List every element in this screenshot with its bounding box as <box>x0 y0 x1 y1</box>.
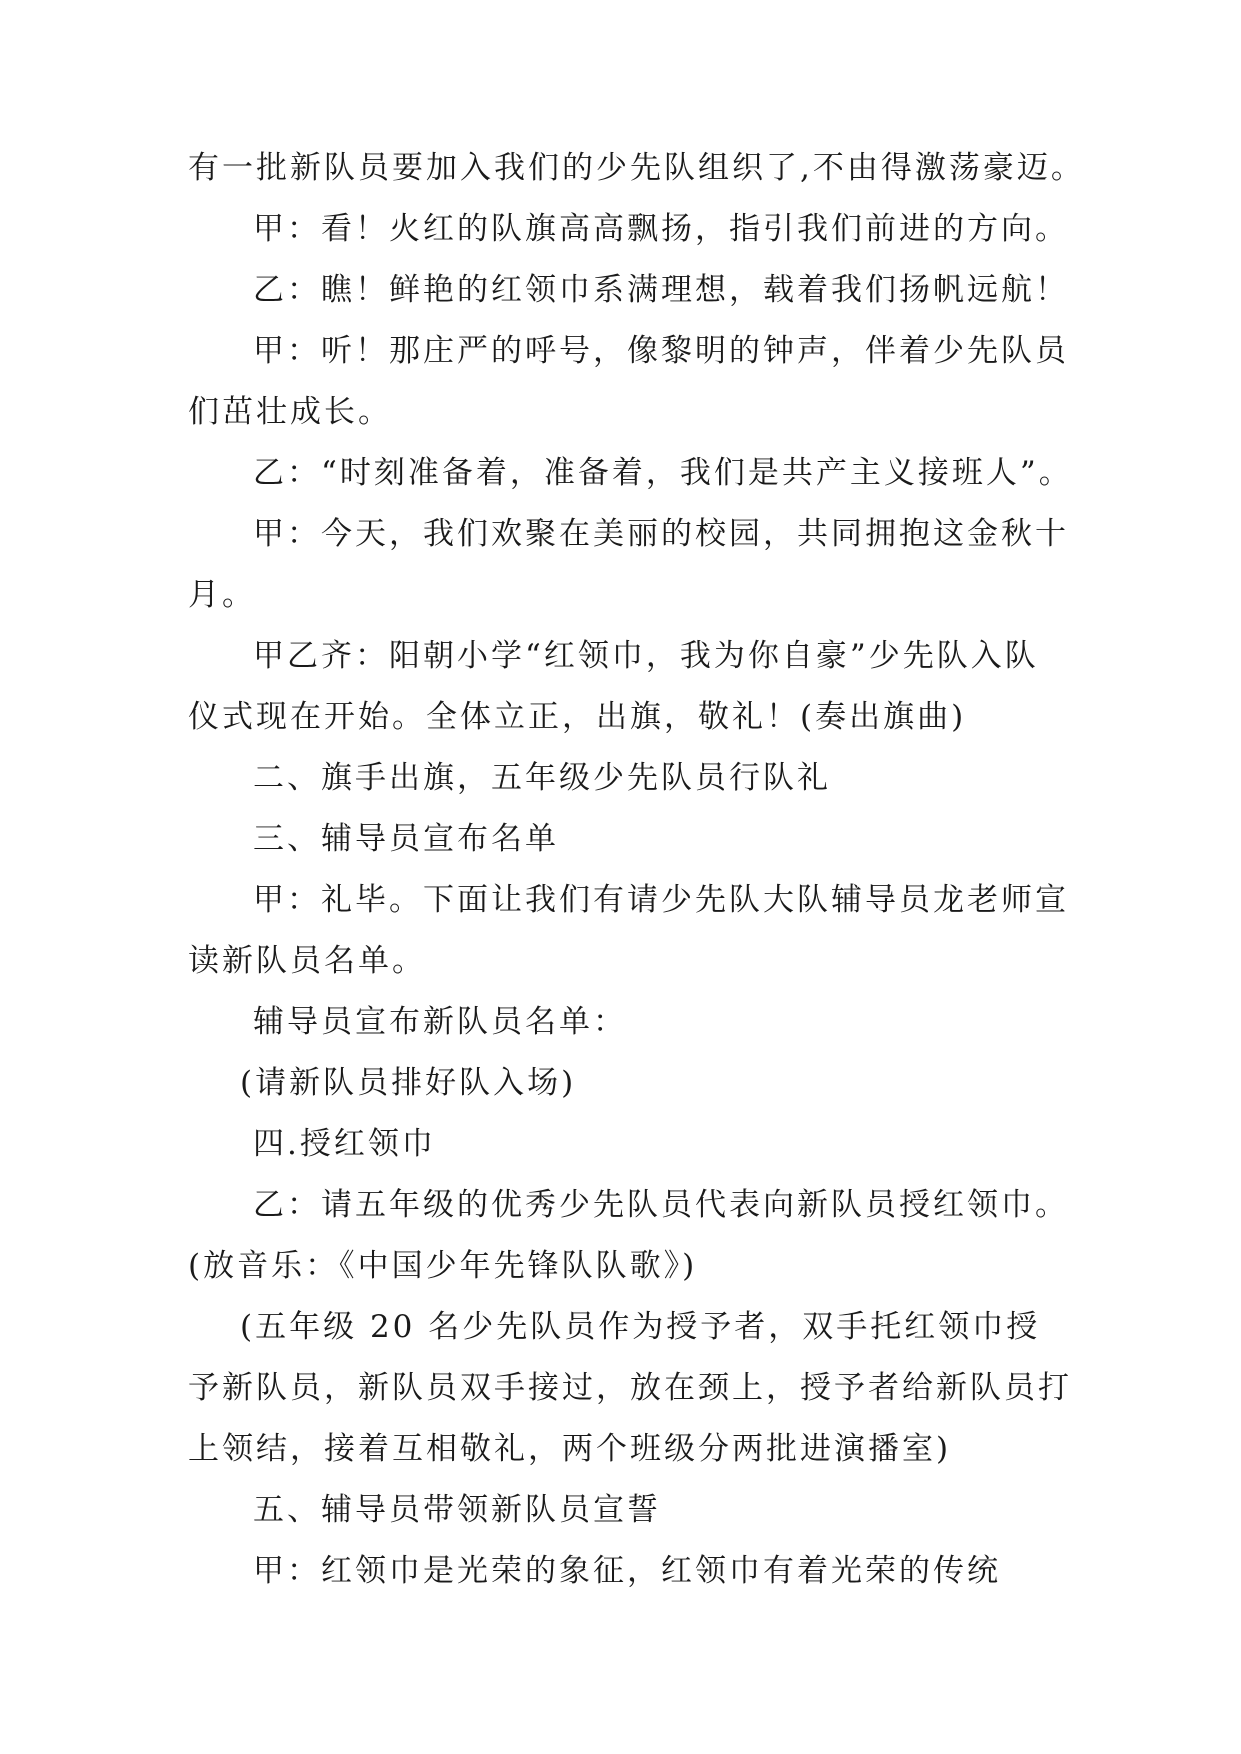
text-line: 仪式现在开始。全体立正，出旗，敬礼！(奏出旗曲) <box>188 699 967 735</box>
text-line: 辅导员宣布新队员名单： <box>253 1004 627 1040</box>
stage-direction: 上领结，接着互相敬礼，两个班级分两批进演播室) <box>188 1431 952 1467</box>
stage-direction: (五年级 20 名少先队员作为授予者，双手托红领巾授 <box>240 1309 1041 1345</box>
text-line: 甲乙齐：阳朝小学“红领巾，我为你自豪”少先队入队 <box>253 638 1039 674</box>
text-line: 乙：瞧！鲜艳的红领巾系满理想，载着我们扬帆远航！ <box>253 272 1069 308</box>
stage-direction: (放音乐：《中国少年先锋队队歌》) <box>188 1248 698 1284</box>
text-line: 甲：看！火红的队旗高高飘扬，指引我们前进的方向。 <box>253 211 1069 247</box>
section-heading: 二、旗手出旗，五年级少先队员行队礼 <box>253 760 831 796</box>
text-line: 甲：红领巾是光荣的象征，红领巾有着光荣的传统 <box>253 1553 1001 1589</box>
text-line: 乙：“时刻准备着，准备着，我们是共产主义接班人”。 <box>253 455 1073 491</box>
text-line: 月。 <box>188 577 256 613</box>
text-line: 读新队员名单。 <box>188 943 426 979</box>
section-heading: 四.授红领巾 <box>253 1126 436 1162</box>
text-line: 甲：礼毕。下面让我们有请少先队大队辅导员龙老师宣 <box>253 882 1069 918</box>
text-line: 甲：今天，我们欢聚在美丽的校园，共同拥抱这金秋十 <box>253 516 1069 552</box>
text-line: 有一批新队员要加入我们的少先队组织了,不由得激荡豪迈。 <box>188 150 1085 186</box>
section-heading: 三、辅导员宣布名单 <box>253 821 559 857</box>
section-heading: 五、辅导员带领新队员宣誓 <box>253 1492 661 1528</box>
text-line: 乙：请五年级的优秀少先队员代表向新队员授红领巾。 <box>253 1187 1069 1223</box>
text-line: 甲：听！那庄严的呼号，像黎明的钟声，伴着少先队员 <box>253 333 1069 369</box>
stage-direction: 予新队员，新队员双手接过，放在颈上，授予者给新队员打 <box>188 1370 1072 1406</box>
stage-direction: (请新队员排好队入场) <box>240 1065 577 1101</box>
text-line: 们茁壮成长。 <box>188 394 392 430</box>
